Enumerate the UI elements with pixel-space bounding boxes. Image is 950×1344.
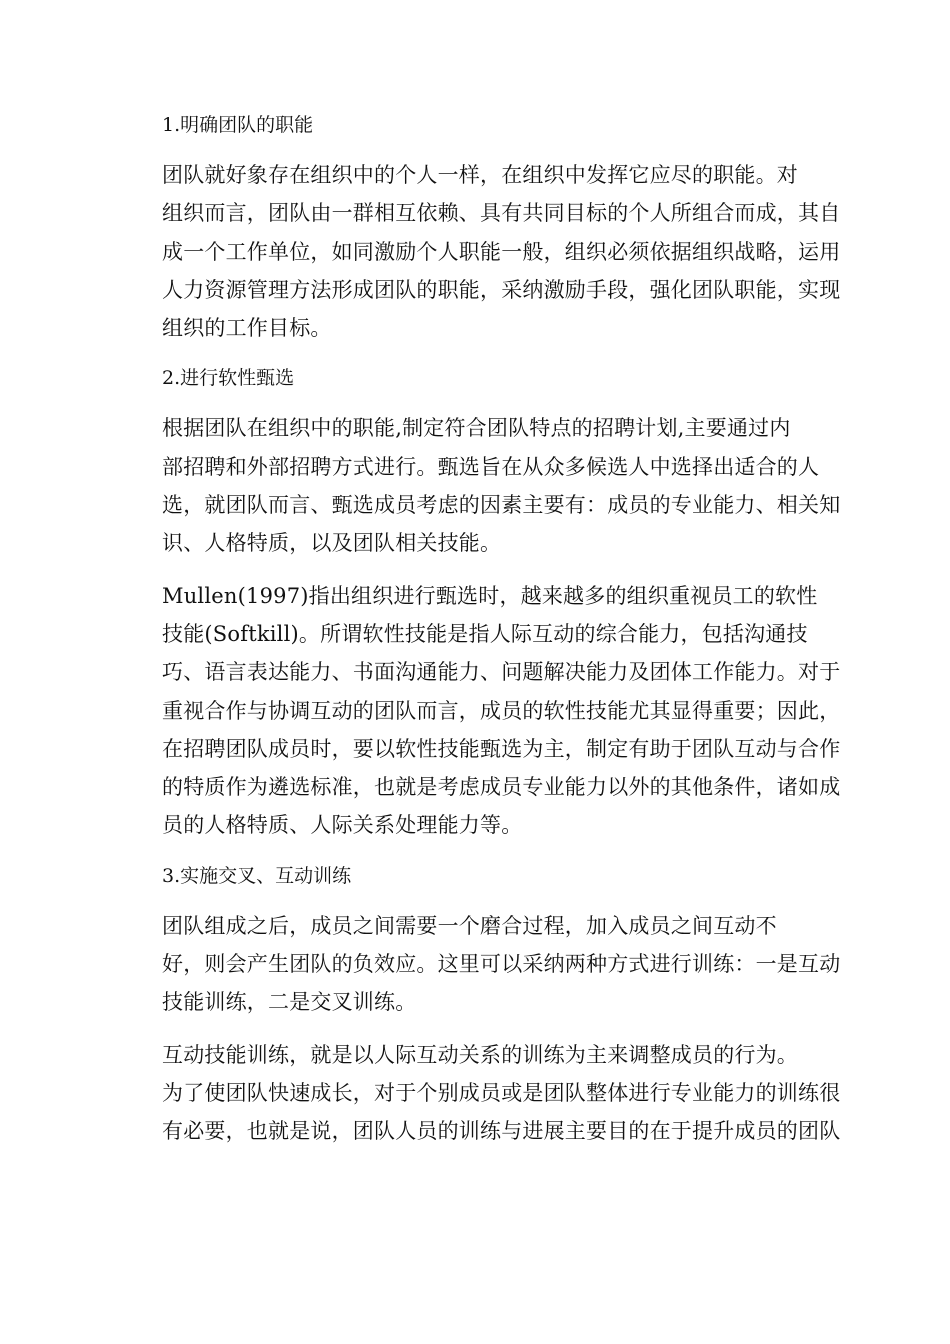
- paragraph: [116, 1036, 841, 1151]
- text-line: 重视合作与协调互动的团队而言，成员的软性技能尤其显得重要；因此，: [162, 698, 841, 723]
- text-line: 部招聘和外部招聘方式进行。甄选旨在从众多候选人中选择出适合的人: [162, 454, 820, 479]
- text-line: 好，则会产生团队的负效应。这里可以采纳两种方式进行训练：一是互动: [162, 952, 841, 977]
- text-line: Mullen(1997)指出组织进行甄选时，越来越多的组织重视员工的软性: [162, 583, 818, 608]
- text-line: 人力资源管理方法形成团队的职能，采纳激励手段，强化团队职能，实现: [162, 277, 841, 302]
- section-heading: 2.进行软性甄选: [162, 367, 295, 390]
- section-heading: 3.实施交叉、互动训练: [162, 864, 352, 887]
- text-line: 根据团队在组织中的职能,制定符合团队特点的招聘计划,主要通过内: [162, 416, 791, 441]
- text-line: 技能(Softkill)。所谓软性技能是指人际互动的综合能力，包括沟通技: [162, 621, 808, 646]
- paragraph: [116, 409, 841, 562]
- paragraph: [116, 577, 841, 845]
- text-line: 有必要，也就是说，团队人员的训练与进展主要目的在于提升成员的团队: [162, 1119, 841, 1144]
- text-line: 团队就好象存在组织中的个人一样，在组织中发挥它应尽的职能。对: [162, 163, 798, 187]
- text-line: 技能训练，二是交叉训练。: [162, 990, 417, 1015]
- paragraph: [116, 907, 841, 1022]
- text-line: 识、人格特质，以及团队相关技能。: [162, 531, 502, 556]
- text-line: 团队组成之后，成员之间需要一个磨合过程，加入成员之间互动不: [162, 913, 777, 938]
- text-line: 成一个工作单位，如同激励个人职能一般，组织必须依据组织战略，运用: [162, 239, 841, 264]
- text-line: 员的人格特质、人际关系处理能力等。: [162, 813, 523, 838]
- text-line: 组织的工作目标。: [162, 316, 332, 341]
- text-line: 为了使团队快速成长，对于个别成员或是团队整体进行专业能力的训练很: [162, 1080, 841, 1105]
- section-heading: 1.明确团队的职能: [162, 114, 314, 136]
- text-line: 在招聘团队成员时，要以软性技能甄选为主，制定有助于团队互动与合作: [162, 736, 841, 761]
- text-line: 互动技能训练，就是以人际互动关系的训练为主来调整成员的行为。: [162, 1042, 798, 1067]
- text-line: 巧、语言表达能力、书面沟通能力、问题解决能力及团体工作能力。对于: [162, 660, 841, 685]
- text-line: 组织而言，团队由一群相互依赖、具有共同目标的个人所组合而成，其自: [162, 201, 841, 226]
- text-line: 选，就团队而言、甄选成员考虑的因素主要有：成员的专业能力、相关知: [162, 493, 841, 518]
- text-line: 的特质作为遴选标准，也就是考虑成员专业能力以外的其他条件，诸如成: [162, 775, 841, 800]
- paragraph: [116, 156, 841, 347]
- document-page: [116, 108, 841, 1165]
